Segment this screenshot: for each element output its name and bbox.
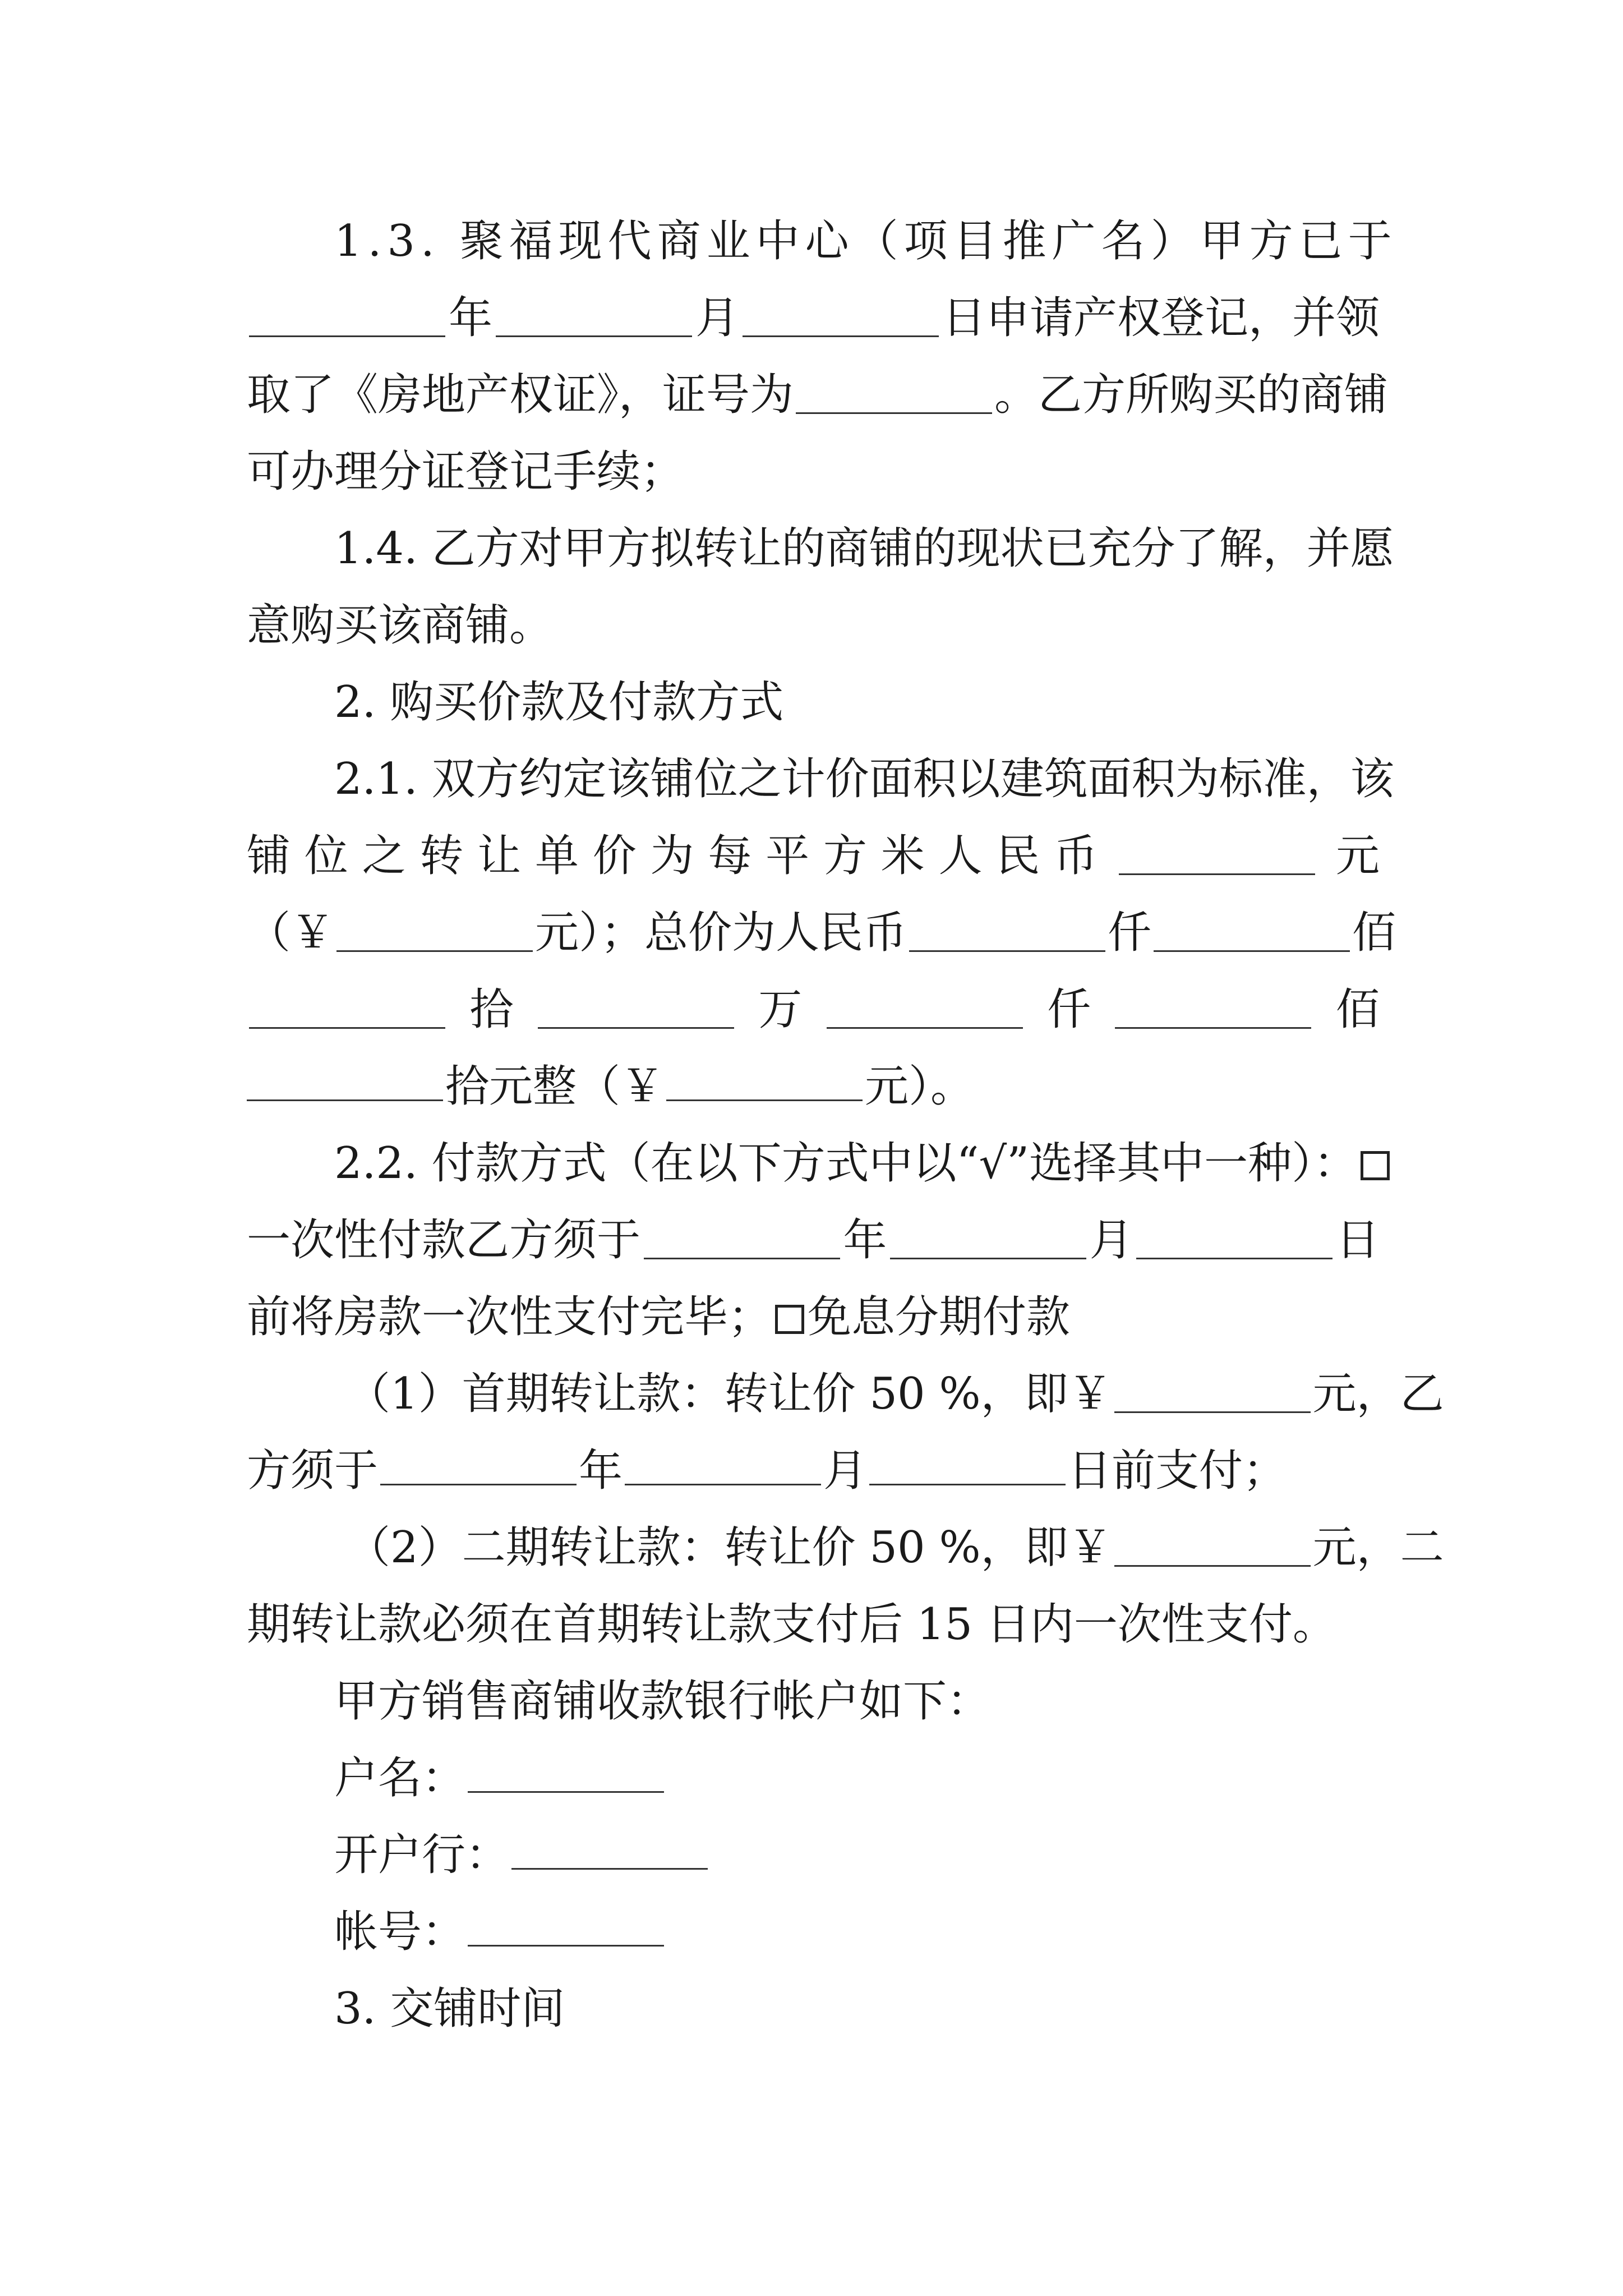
clause-2-2-text: 免息分期付款 bbox=[808, 1292, 1071, 1342]
blank-field[interactable] bbox=[890, 1222, 1086, 1259]
clause-1-3-heading: 1.3. 聚福现代商业中心（项目推广名）甲方已于 bbox=[334, 216, 1398, 266]
section-3-title bbox=[334, 1970, 1380, 2048]
clause-1-3-line-1 bbox=[334, 202, 1398, 280]
clause-2-2-text: 一次性付款乙方须于 bbox=[247, 1215, 641, 1266]
clause-1-4-text: 1.4. 乙方对甲方拟转让的商铺的现状已充分了解，并愿 bbox=[334, 523, 1394, 574]
blank-field[interactable] bbox=[538, 991, 734, 1029]
blank-field[interactable] bbox=[380, 1448, 577, 1485]
certificate-number-field[interactable] bbox=[796, 376, 992, 414]
yuan-label: 元 bbox=[1335, 831, 1380, 881]
bai-label: 佰 bbox=[1352, 908, 1396, 958]
clause-2-1-text: 铺 位 之 转 让 单 价 为 每 平 方 米 人 民 币 bbox=[247, 831, 1098, 881]
bai-label: 佰 bbox=[1335, 984, 1380, 1035]
clause-1-3-text: 。乙方所购买的商铺 bbox=[994, 370, 1389, 420]
installment-2-line-2 bbox=[247, 1585, 1380, 1664]
blank-field[interactable] bbox=[249, 300, 445, 337]
bank-account-title bbox=[334, 1662, 1380, 1741]
clause-2-2-line-2 bbox=[247, 1201, 1380, 1280]
year-label: 年 bbox=[448, 293, 492, 343]
account-number-row bbox=[334, 1893, 1380, 1971]
account-number-field[interactable] bbox=[468, 1909, 664, 1947]
installment-checkbox[interactable] bbox=[775, 1305, 804, 1334]
clause-2-1-text: 元）。 bbox=[865, 1061, 975, 1112]
blank-field[interactable] bbox=[1136, 1222, 1332, 1259]
clause-1-3-line-4 bbox=[247, 432, 1380, 511]
shi-label: 拾 bbox=[469, 984, 514, 1035]
blank-field[interactable] bbox=[909, 914, 1105, 952]
account-name-row bbox=[334, 1739, 1380, 1818]
blank-field[interactable] bbox=[1154, 914, 1350, 952]
qian-label: 仟 bbox=[1047, 984, 1091, 1035]
clause-2-1-line-4 bbox=[247, 970, 1380, 1049]
installment-2-text: 元，二 bbox=[1312, 1522, 1444, 1573]
blank-field[interactable] bbox=[496, 300, 692, 337]
account-number-label: 帐号： bbox=[334, 1907, 466, 1957]
clause-2-2-text: 2.2. 付款方式（在以下方式中以“√”选择其中一种）： bbox=[334, 1138, 1358, 1189]
clause-2-2-line-1 bbox=[334, 1124, 1417, 1203]
bank-branch-field[interactable] bbox=[511, 1832, 708, 1870]
blank-field[interactable] bbox=[625, 1448, 821, 1485]
clause-2-1-text: 2.1. 双方约定该铺位之计价面积以建筑面积为标准，该 bbox=[334, 754, 1394, 804]
qian-label: 仟 bbox=[1108, 908, 1152, 958]
year-label: 年 bbox=[843, 1215, 887, 1266]
day-label: 日 bbox=[1335, 1215, 1380, 1266]
account-name-field[interactable] bbox=[468, 1755, 664, 1793]
installment-1-text: 日前支付； bbox=[1068, 1446, 1287, 1496]
blank-field[interactable] bbox=[249, 991, 445, 1029]
blank-field[interactable] bbox=[644, 1222, 840, 1259]
year-label: 年 bbox=[579, 1446, 623, 1496]
clause-1-4-text: 意购买该商铺。 bbox=[247, 600, 554, 651]
blank-field[interactable] bbox=[743, 300, 939, 337]
installment-1-line-1 bbox=[347, 1355, 1444, 1433]
installment-1-line-2 bbox=[247, 1432, 1380, 1510]
clause-1-3-line-2 bbox=[247, 279, 1380, 357]
installment-2-line-1 bbox=[347, 1508, 1444, 1587]
month-label: 月 bbox=[695, 293, 739, 343]
clause-1-3-text: 取了《房地产权证》，证号为 bbox=[247, 370, 794, 420]
section-2-title bbox=[334, 663, 1380, 742]
month-label: 月 bbox=[1089, 1215, 1133, 1266]
clause-1-4-line-1 bbox=[334, 509, 1394, 588]
total-price-figure-field[interactable] bbox=[666, 1064, 863, 1101]
clause-2-1-text: 元）；总价为人民币 bbox=[535, 908, 907, 958]
clause-2-2-text: 前将房款一次性支付完毕； bbox=[247, 1292, 772, 1342]
clause-1-3-text: 日申请产权登记，并领 bbox=[942, 293, 1380, 343]
wan-label: 万 bbox=[758, 984, 803, 1035]
clause-1-3-text: 可办理分证登记手续； bbox=[247, 447, 685, 497]
blank-field[interactable] bbox=[1115, 991, 1311, 1029]
unit-price-field[interactable] bbox=[1119, 838, 1315, 875]
clause-1-4-line-2 bbox=[247, 586, 1380, 665]
lump-sum-checkbox[interactable] bbox=[1361, 1151, 1390, 1180]
clause-2-1-text: 拾元整（￥ bbox=[445, 1061, 665, 1112]
installment-1-text: 方须于 bbox=[247, 1446, 379, 1496]
unit-price-figure-field[interactable] bbox=[336, 914, 533, 952]
clause-2-1-line-3 bbox=[247, 894, 1396, 972]
month-label: 月 bbox=[823, 1446, 868, 1496]
installment-2-text: 期转让款必须在首期转让款支付后 15 日内一次性支付。 bbox=[247, 1599, 1336, 1650]
section-3-heading: 3. 交铺时间 bbox=[334, 1984, 565, 2034]
account-name-label: 户名： bbox=[334, 1753, 466, 1803]
installment-1-text: 元，乙 bbox=[1312, 1369, 1444, 1419]
clause-2-1-line-1 bbox=[334, 740, 1394, 818]
bank-account-heading: 甲方销售商铺收款银行帐户如下： bbox=[334, 1676, 991, 1727]
blank-field[interactable] bbox=[869, 1448, 1066, 1485]
yen-symbol-label: （￥ bbox=[247, 908, 335, 958]
blank-field[interactable] bbox=[827, 991, 1023, 1029]
section-2-heading: 2. 购买价款及付款方式 bbox=[334, 677, 784, 728]
second-payment-amount-field[interactable] bbox=[1114, 1529, 1311, 1567]
bank-branch-row bbox=[334, 1816, 1380, 1894]
bank-branch-label: 开户行： bbox=[334, 1830, 510, 1880]
clause-2-2-line-3 bbox=[247, 1278, 1380, 1356]
clause-2-1-line-5 bbox=[247, 1047, 1380, 1126]
first-payment-amount-field[interactable] bbox=[1114, 1375, 1311, 1413]
installment-1-text: （1）首期转让款：转让价 50 %，即￥ bbox=[347, 1369, 1112, 1419]
clause-2-1-line-2 bbox=[247, 817, 1380, 895]
installment-2-text: （2）二期转让款：转让价 50 %，即￥ bbox=[347, 1522, 1112, 1573]
clause-1-3-line-3 bbox=[247, 356, 1389, 434]
blank-field[interactable] bbox=[247, 1064, 443, 1101]
